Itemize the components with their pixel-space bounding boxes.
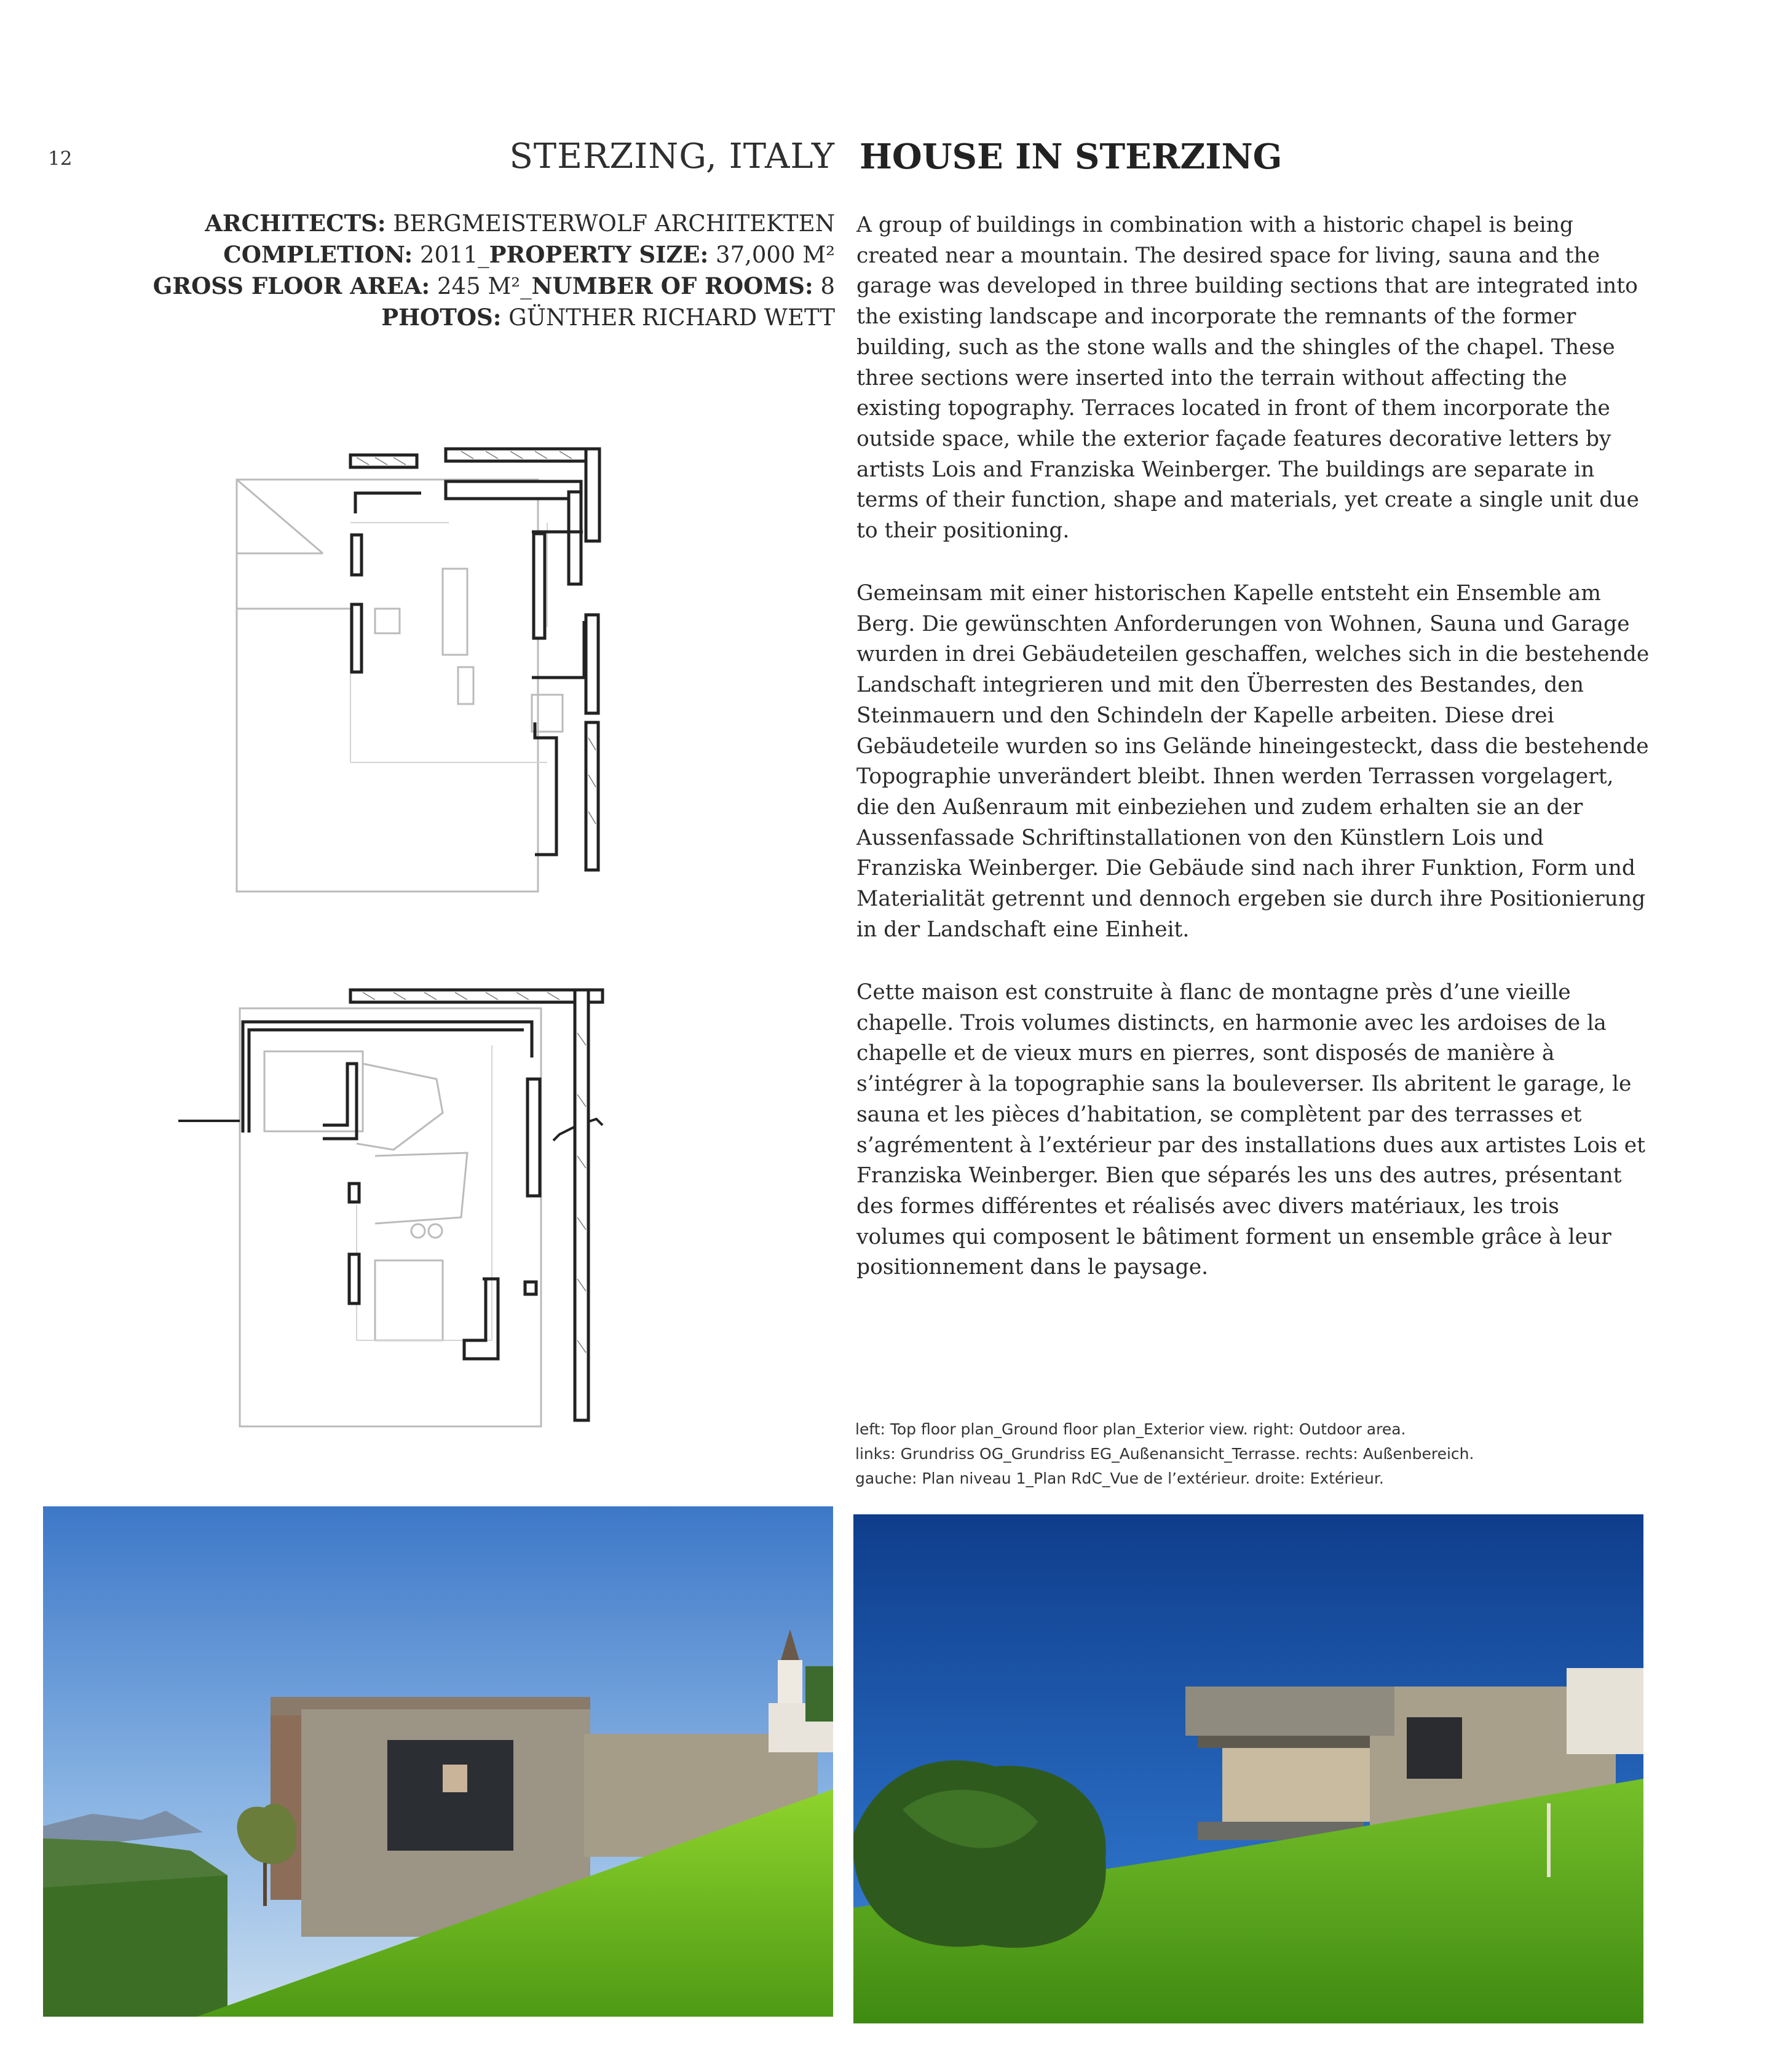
meta-gross-label: GROSS FLOOR AREA: [152,272,430,299]
description-german: Gemeinsam mit einer historischen Kapelle entsteht ein Ensemble am Berg. Die gewünschten Anforderungen von Wohnen, Sauna und Garage wurden in drei Gebäudeteilen geschaffen, welches sich in die bestehende Landschaft integrieren und mit den Überresten des Bestandes, den Steinmauern und den Schindeln der Kapelle arbeiten. Diese drei Gebäudeteile wurden so ins Gelände hineingesteckt, dass die bestehende Topographie unverändert bleibt. Ihnen werden Terrassen vorgelagert, die den Außenraum mit einbeziehen und zudem erhalten sie an der Aussenfassade Schriftinstallationen von den Künstlern Lois und Franziska Weinberger. Die Gebäude sind nach ihrer Funktion, Form und Materialität getrennt und dennoch ergeben sie durch ihre Positionierung in der Landschaft eine Einheit. [856,581,1650,942]
project-location: STERZING, ITALY [509,136,835,176]
description-english: A group of buildings in combination with a historic chapel is being created near a mountain. The desired space for living, sauna and the garage was developed in three building sections that are integrated into the existing landscape and incorporate the remnants of the former building, such as the stone walls and the shingles of the chapel. These three sections were inserted into the terrain without affecting the existing topography. Terraces located in front of them incorporate the outside space, while the exterior façade features decorative letters by artists Lois and Franziska Weinberger. The buildings are separate in terms of their function, shape and materials, yet create a single unit due to their positioning. [856,213,1639,544]
exterior-view-photo [43,1506,833,2017]
caption-french: gauche: Plan niveau 1_Plan RdC_Vue de l’extérieur. droite: Extérieur. [855,1469,1384,1487]
project-metadata [97,208,835,333]
meta-property-value: 37,000 M² [716,242,835,268]
meta-architects-label: ARCHITECTS: [205,210,386,237]
meta-architects [97,208,835,239]
ground-floor-plan [172,971,676,1451]
page-number: 12 [48,148,73,170]
meta-completion [97,239,835,271]
top-floor-plan [227,443,609,910]
caption-english: left: Top floor plan_Ground floor plan_Exterior view. right: Outdoor area. [855,1420,1406,1438]
meta-rooms-value: 8 [820,273,835,299]
outdoor-area-photo [853,1514,1643,2023]
meta-gross-value: 245 M²_ [437,273,532,299]
description-french: Cette maison est construite à flanc de montagne près d’une vieille chapelle. Trois volumes distincts, en harmonie avec les ardoises de la chapelle et de vieux murs en pierres, sont disposés de manière à s’intégrer à la topographie sans la bouleverser. Ils abritent le garage, le sauna et les pièces d’habitation, se complètent par des terrasses et s’agrémentent à l’extérieur par des installations dues aux artistes Lois et Franziska Weinberger. Bien que séparés les uns des autres, présentant des formes différentes et réalisés avec divers matériaux, les trois volumes qui composent le bâtiment forment un ensemble grâce à leur positionnement dans le paysage. [856,980,1645,1280]
image-captions [855,1417,1474,1491]
caption-german: links: Grundriss OG_Grundriss EG_Außenansicht_Terrasse. rechts: Außenbereich. [855,1445,1474,1463]
meta-photos [97,302,835,333]
meta-photos-value: GÜNTHER RICHARD WETT [508,304,835,331]
meta-architects-value: BERGMEISTERWOLF ARCHITEKTEN [393,210,835,237]
meta-photos-label: PHOTOS: [381,304,502,331]
project-title: HOUSE IN STERZING [860,136,1283,177]
meta-completion-value: 2011_ [419,242,489,268]
meta-completion-label: COMPLETION: [223,241,413,268]
meta-gross-floor [97,271,835,302]
meta-rooms-label: NUMBER OF ROOMS: [531,272,813,299]
meta-property-label: PROPERTY SIZE: [489,241,709,268]
